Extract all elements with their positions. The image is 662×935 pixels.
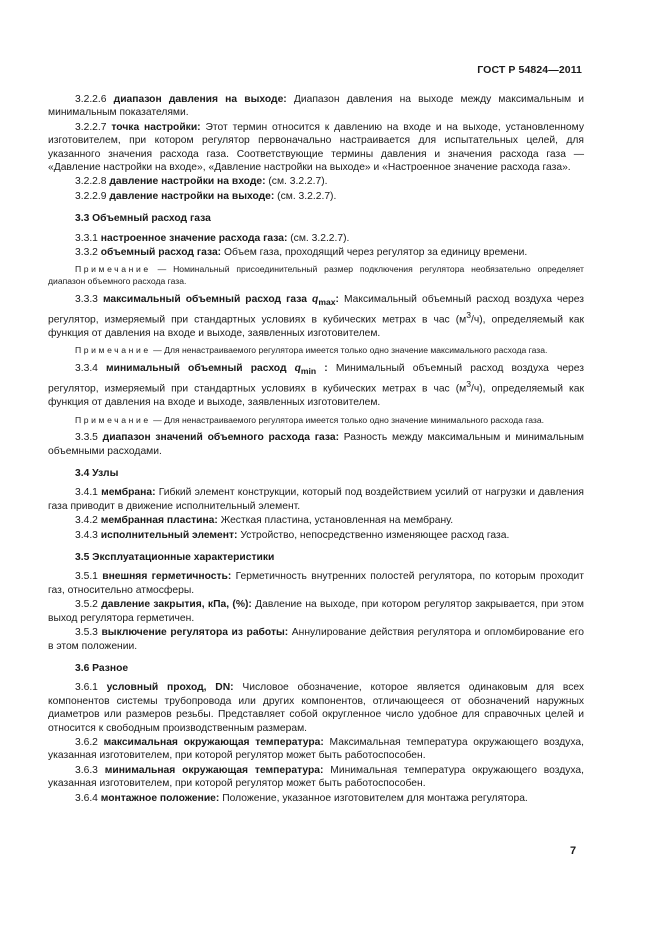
clause-3-6-4 — [48, 792, 584, 805]
clause-3-6-3 — [48, 764, 584, 791]
clause-text: Объем газа, проходящий через регулятор за единицу времени. — [221, 247, 528, 259]
clause-text: (см. 3.2.2.7). — [287, 232, 350, 244]
term-colon: : — [335, 293, 339, 305]
symbol-q: q — [294, 362, 301, 374]
clause-3-3-1 — [48, 232, 584, 245]
page-number: 7 — [570, 845, 577, 857]
clause-number: 3.2.2.9 — [75, 190, 110, 202]
clause-text: Минимальный объемный расход воздуха через регулятор, измеряемый при стандартных условиях в кубических метрах в час (м — [48, 362, 585, 395]
clause-number: 3.3.4 — [75, 362, 107, 374]
clause-number: 3.2.2.8 — [75, 176, 110, 188]
clause-3-3-4 — [48, 362, 584, 410]
clause-term: максимальный объемный расход газа — [102, 293, 313, 305]
note-2 — [48, 345, 584, 357]
clause-text: (см. 3.2.2.7). — [265, 176, 328, 188]
clause-number: 3.3.1 — [75, 232, 101, 244]
clause-3-4-2 — [48, 514, 584, 527]
note-text: — Для ненастраиваемого регулятора имеется только одно значение минимального расхода газа. — [150, 414, 545, 425]
clause-term: давление настройки на выходе: — [109, 190, 275, 202]
note-text: — Для ненастраиваемого регулятора имеется только одно значение максимального расхода газа. — [150, 345, 548, 356]
clause-number: 3.6.4 — [75, 792, 101, 804]
clause-3-5-1 — [48, 570, 584, 597]
clause-text: Положение, указанное изготовителем для монтажа регулятора. — [219, 792, 528, 804]
clause-number: 3.2.2.6 — [75, 94, 114, 105]
section-heading-3-6: 3.6 Разное — [75, 662, 129, 674]
clause-term: диапазон значений объемного расхода газа: — [102, 432, 340, 444]
clause-text: Жесткая пластина, установленная на мембрану. — [217, 515, 454, 527]
section-heading-3-3: 3.3 Объемный расход газа — [75, 213, 211, 225]
clause-3-2-2-8 — [48, 175, 584, 188]
note-3 — [48, 415, 584, 427]
clause-text: Максимальная температура окружающего воздуха, указанная изготовителем, при которой регулятор может быть работоспособен. — [48, 736, 585, 762]
clause-number: 3.5.3 — [75, 627, 102, 639]
clause-3-2-2-6 — [48, 93, 584, 120]
clause-text: Числовое обозначение, которое является одинаковым для всех компонентов системы трубопровода или других компонентов, отличающееся от обозначений наружных диаметров или размеров резьбы. Представляет собой округленное число удобное для справочных целей и относится к свободным производственным размерам. — [48, 682, 584, 734]
note-text: — Номинальный присоединительный размер подключения регулятора необязательно определяет диапазон объемного расхода газа. — [48, 264, 584, 287]
clause-3-5-3 — [48, 626, 584, 653]
clause-number: 3.3.3 — [75, 293, 103, 305]
symbol-subscript: min — [300, 365, 317, 376]
clause-term: максимальная окружающая температура: — [103, 736, 324, 748]
clause-number: 3.4.3 — [75, 529, 101, 541]
clause-text-cont: /ч), определяемый как функция от давления на входе и выходе, заявленных изготовителем. — [48, 383, 584, 409]
note-1 — [48, 264, 584, 287]
clause-number: 3.5.2 — [75, 599, 102, 611]
term-colon: : — [316, 362, 328, 374]
symbol-subscript: max — [318, 296, 336, 307]
clause-3-2-2-9 — [48, 190, 584, 203]
clause-3-3-3 — [48, 293, 584, 341]
clause-term: выключение регулятора из работы: — [101, 627, 289, 639]
clause-term: мембрана: — [101, 487, 156, 499]
clause-term: внешняя герметичность: — [102, 571, 232, 583]
clause-term: условный проход, DN: — [106, 682, 234, 694]
clause-term: точка настройки: — [111, 121, 201, 133]
clause-text: Этот термин относится к давлению на входе и на выходе, установленному изготовителем, при котором регулятор первоначально настраивается для испытательных целей, для указанного значения расхода газа. Соответствующие термины давления и значения расхода газа — «Давление настройки на входе», «Давление настройки на выходе» и «Настроенное значение расхода газа». — [48, 121, 584, 174]
note-label: Примечание — [75, 264, 151, 275]
clause-text: Устройство, непосредственно изменяющее расход газа. — [237, 529, 510, 541]
clause-term: настроенное значение расхода газа: — [100, 232, 288, 244]
clause-term: минимальная окружающая температура: — [104, 764, 324, 776]
clause-text: Гибкий элемент конструкции, который под воздействием усилий от нагрузки и давления газа приводит в движение исполнительный элемент. — [48, 487, 584, 512]
clause-text: Минимальная температура окружающего воздуха, указанная изготовителем, при которой регулятор может быть работоспособен. — [48, 764, 585, 790]
superscript: 3 — [466, 310, 472, 321]
clause-text: Аннулирование действия регулятора и опломбирование его в этом положении. — [48, 627, 584, 652]
clause-3-4-1 — [48, 486, 584, 513]
clause-term: монтажное положение: — [100, 792, 220, 804]
clause-number: 3.6.2 — [75, 736, 104, 748]
clause-text: Герметичность внутренних полостей регулятора, по которым проходит газ, относительно атмосферы. — [48, 571, 584, 596]
page-content — [48, 93, 584, 806]
note-label: Примечание — [75, 345, 151, 356]
clause-3-3-2 — [48, 246, 584, 259]
superscript: 3 — [466, 379, 472, 390]
clause-term: давление настройки на входе: — [109, 176, 266, 188]
clause-text-cont: /ч), определяемый как функция от давления на входе и выходе, заявленных изготовителем. — [48, 314, 584, 339]
clause-number: 3.3.5 — [75, 432, 103, 444]
section-heading-3-4: 3.4 Узлы — [75, 468, 119, 480]
symbol-q: q — [312, 293, 319, 305]
clause-term: исполнительный элемент: — [100, 529, 238, 541]
clause-text: Максимальный объемный расход воздуха через регулятор, измеряемый при стандартных условиях в кубических метрах в час (м — [48, 293, 585, 326]
clause-text: (см. 3.2.2.7). — [274, 190, 337, 202]
clause-3-6-1 — [48, 681, 584, 735]
clause-term: минимальный объемный расход — [106, 362, 295, 374]
clause-number: 3.2.2.7 — [75, 121, 112, 133]
clause-term: мембранная пластина: — [100, 515, 218, 527]
clause-number: 3.6.3 — [75, 764, 105, 776]
clause-term: давление закрытия, кПа, (%): — [101, 599, 252, 611]
clause-text: Разность между максимальным и минимальным объемными расходами. — [48, 432, 585, 457]
clause-number: 3.5.1 — [75, 571, 103, 583]
clause-term: диапазон давления на выходе: — [113, 94, 287, 105]
note-label: Примечание — [75, 414, 151, 425]
clause-3-4-3 — [48, 529, 584, 542]
clause-number: 3.4.1 — [75, 487, 102, 499]
clause-3-2-2-7 — [48, 121, 584, 175]
clause-text: Давление на выходе, при котором регулятор закрывается, при этом выход регулятора герметичен. — [48, 599, 584, 624]
clause-3-6-2 — [48, 736, 584, 763]
clause-text: Диапазон давления на выходе между максимальным и минимальным показателями. — [48, 94, 584, 119]
clause-number: 3.3.2 — [75, 247, 101, 259]
clause-term: объемный расход газа: — [100, 247, 222, 259]
section-heading-3-5: 3.5 Эксплуатационные характеристики — [75, 552, 275, 564]
document-header: ГОСТ Р 54824—2011 — [477, 64, 582, 76]
clause-3-3-5 — [48, 431, 584, 458]
clause-number: 3.6.1 — [75, 682, 107, 694]
clause-3-5-2 — [48, 598, 584, 625]
clause-number: 3.4.2 — [75, 515, 101, 527]
